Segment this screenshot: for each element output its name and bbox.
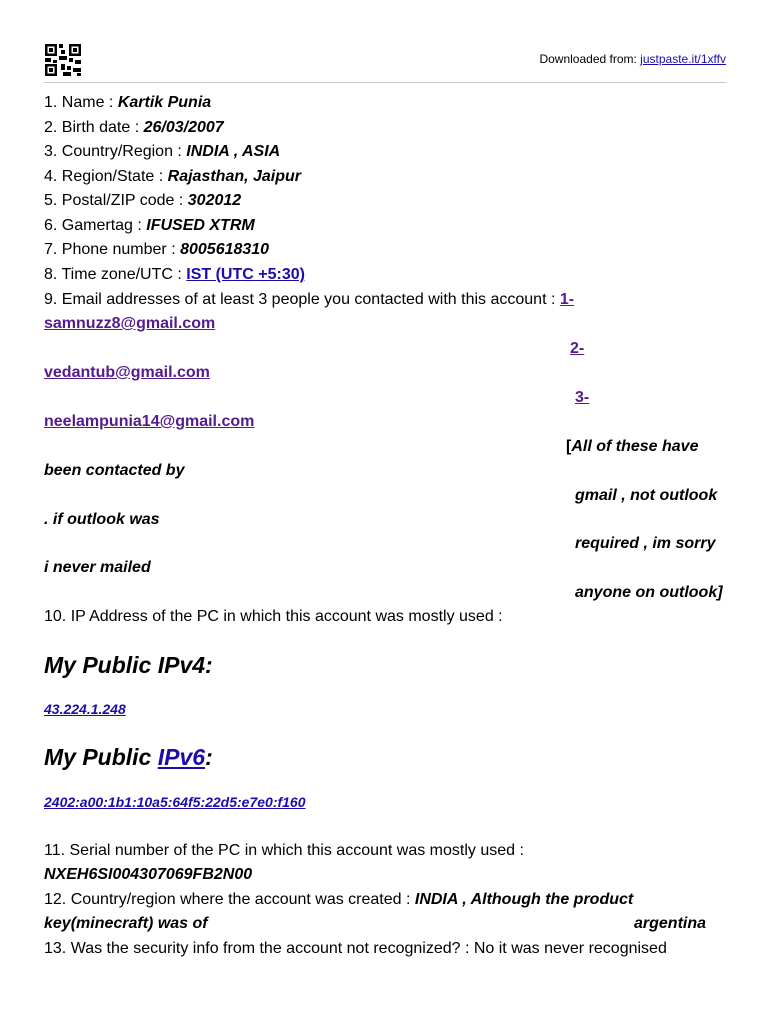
item-serial-number: 11. Serial number of the PC in which this account was mostly used : xyxy=(44,842,524,859)
item-region: 4. Region/State : Rajasthan, Jaipur xyxy=(44,168,302,185)
item-timezone: 8. Time zone/UTC : IST (UTC +5:30) xyxy=(44,266,305,283)
country-value: INDIA , ASIA xyxy=(186,143,281,160)
item-gamertag: 6. Gamertag : IFUSED XTRM xyxy=(44,217,255,234)
ipv6-link[interactable]: 2402:a00:1b1:10a5:64f5:22d5:e7e0:f160 xyxy=(44,794,306,810)
note-line-5: required , im sorry xyxy=(575,535,716,552)
email-2-prefix-line xyxy=(570,339,584,359)
name-value: Kartik Punia xyxy=(117,94,212,111)
email-3-line xyxy=(44,412,254,432)
ipv6-heading: My Public IPv6: xyxy=(44,744,213,770)
note-line-4: . if outlook was xyxy=(44,511,160,528)
ipv4-heading: My Public IPv4: xyxy=(44,652,213,678)
item-postal: 5. Postal/ZIP code : 302012 xyxy=(44,192,242,209)
email-1-link[interactable]: samnuzz8@gmail.com xyxy=(44,315,216,332)
gamertag-value: IFUSED XTRM xyxy=(146,217,255,234)
downloaded-label: Downloaded from: xyxy=(539,52,641,66)
note-line-2: been contacted by xyxy=(44,462,185,479)
qr-code-icon xyxy=(45,44,81,76)
ipv6-heading-link[interactable]: IPv6 xyxy=(157,744,206,770)
item-created-country: 12. Country/region where the account was created : INDIA , Although the product xyxy=(44,891,634,908)
created-value-1: INDIA , Although the product xyxy=(414,891,634,908)
postal-value: 302012 xyxy=(187,192,242,209)
email-3-prefix-link[interactable]: 3- xyxy=(575,389,590,406)
serial-value: NXEH6SI004307069FB2N00 xyxy=(44,866,253,883)
item-ip-address: 10. IP Address of the PC in which this account was mostly used : xyxy=(44,608,503,625)
email-2-line xyxy=(44,363,210,383)
item-name: 1. Name : Kartik Punia xyxy=(44,94,212,111)
item-email-addresses: 9. Email addresses of at least 3 people you contacted with this account : 1- xyxy=(44,291,575,308)
email-3-prefix-line xyxy=(575,388,589,408)
item-country: 3. Country/Region : INDIA , ASIA xyxy=(44,143,281,160)
downloaded-from-text xyxy=(539,52,726,66)
email-2-link[interactable]: vedantub@gmail.com xyxy=(44,364,210,381)
email-2-prefix-link[interactable]: 2- xyxy=(570,340,585,357)
timezone-link[interactable]: IST (UTC +5:30) xyxy=(186,266,305,283)
note-line-3: gmail , not outlook xyxy=(575,487,718,504)
header-divider xyxy=(44,82,726,83)
created-value-2: key(minecraft) was of xyxy=(44,915,208,932)
email-1-line xyxy=(44,314,215,334)
note-line-6: i never mailed xyxy=(44,559,151,576)
region-value: Rajasthan, Jaipur xyxy=(167,168,302,185)
email-1-prefix-link[interactable]: 1- xyxy=(559,291,575,308)
email-3-link[interactable]: neelampunia14@gmail.com xyxy=(44,413,255,430)
note-line-1: [All of these have xyxy=(566,438,699,455)
ipv4-link[interactable]: 43.224.1.248 xyxy=(44,701,126,717)
item-security-info: 13. Was the security info from the account not recognized? : No it was never recognised xyxy=(44,940,667,957)
created-value-3: argentina xyxy=(634,915,707,932)
birth-date-value: 26/03/2007 xyxy=(143,119,224,136)
item-phone: 7. Phone number : 8005618310 xyxy=(44,241,270,258)
note-line-7: anyone on outlook] xyxy=(575,584,723,601)
source-link[interactable]: justpaste.it/1xffv xyxy=(640,52,726,66)
phone-value: 8005618310 xyxy=(180,241,270,258)
item-birth-date: 2. Birth date : 26/03/2007 xyxy=(44,119,224,136)
